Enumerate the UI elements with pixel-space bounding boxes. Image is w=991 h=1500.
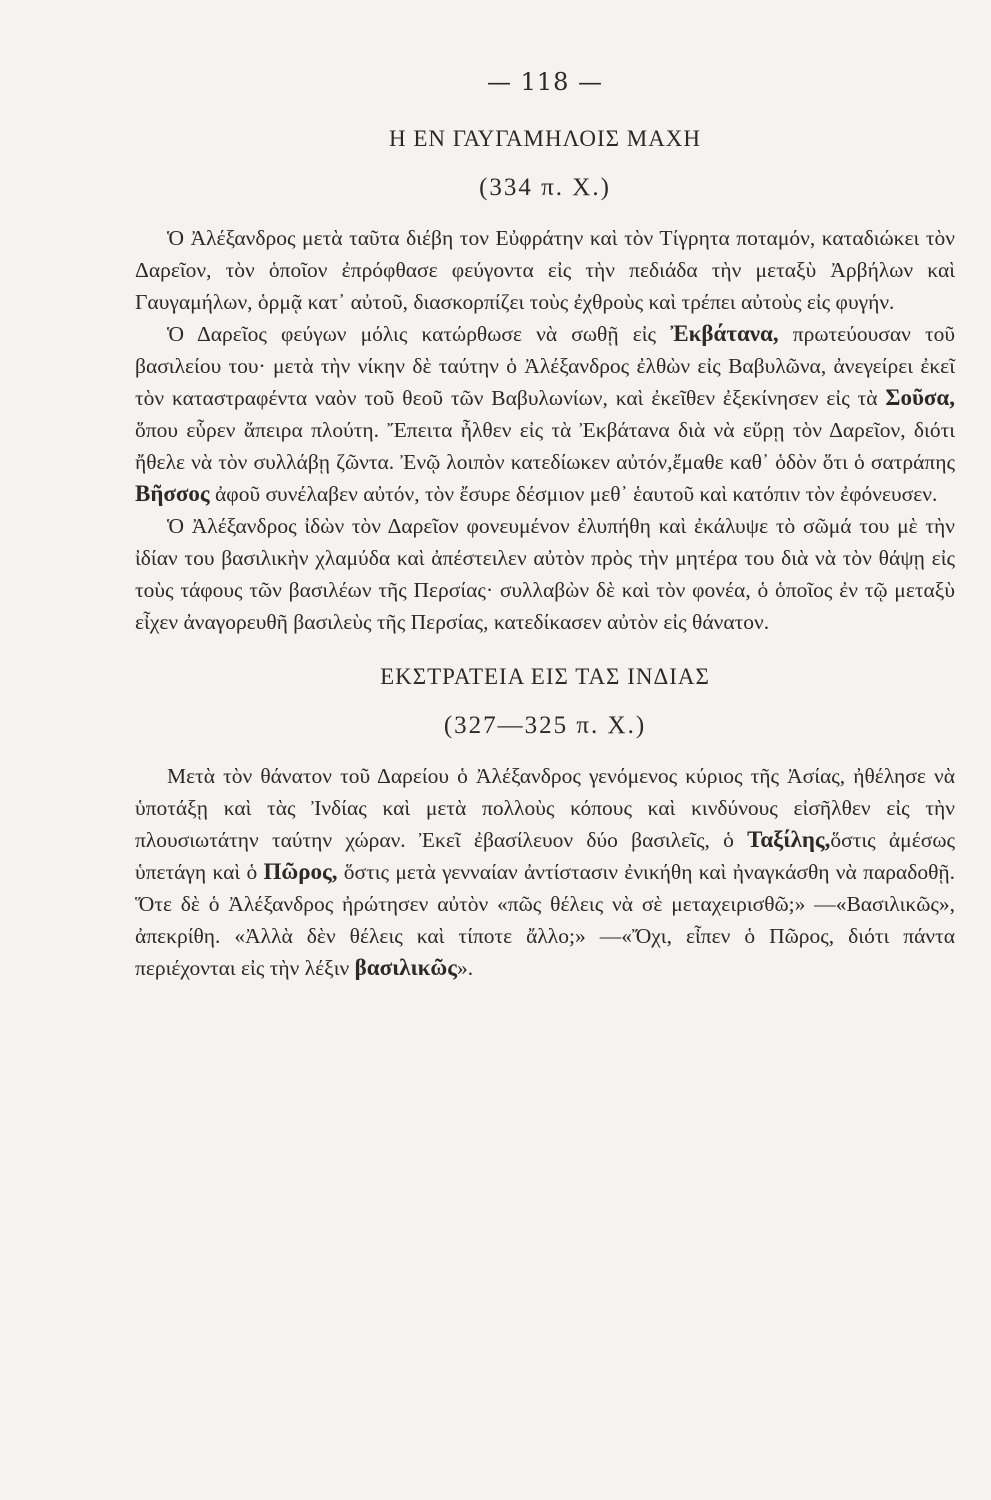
paragraph-text: ». (456, 956, 474, 980)
bold-term: Ἐκβάτανα, (670, 321, 779, 346)
paragraph-text: ὅπου εὗρεν ἄπειρα πλούτη. Ἔπειτα ἦλθεν εἰς τὰ Ἐκβάτανα διὰ νὰ εὕρῃ τὸν Δαρεῖον, διότι ἤθελε νὰ τὸν συλλάβῃ ζῶντα. Ἐνῷ λοιπὸν κατεδίωκεν αὐτόν,ἔμαθε καθ᾽ ὁδὸν ὅτι ὁ σατράπης (135, 418, 955, 474)
paragraph (135, 760, 955, 984)
paragraph: Ὁ Ἀλέξανδρος μετὰ ταῦτα διέβη τον Εὐφράτην καὶ τὸν Τίγρητα ποταμόν, καταδιώκει τὸν Δαρεῖον, τὸν ὁποῖον ἐπρόφθασε φεύγοντα εἰς τὴν πεδιάδα τὴν μεταξὺ Ἀρβήλων καὶ Γαυγαμήλων, ὁρμᾷ κατ᾽ αὐτοῦ, διασκορπίζει τοὺς ἐχθροὺς καὶ τρέπει αὐτοὺς εἰς φυγήν. (135, 226, 955, 314)
section-date: (327—325 π. Χ.) (443, 712, 647, 739)
paragraph (135, 318, 955, 510)
section-india-campaign (135, 664, 955, 984)
bold-term: βασιλικῶς (354, 955, 457, 980)
book-page (135, 60, 955, 1460)
section-battle-gaugamela (135, 126, 955, 638)
bold-term: Ταξίλης, (747, 827, 831, 852)
paragraph-text: πρωτεύουσαν τοῦ βασιλείου του· μετὰ τὴν νίκην δὲ ταύτην ὁ Ἀλέξανδρος ἐλθὼν εἰς Βαβυλῶνα, ἀνεγείρει ἐκεῖ τὸν καταστραφέντα ναὸν τοῦ θεοῦ τῶν Βαβυλωνίων, καὶ ἐκεῖθεν ἐξεκίνησεν εἰς τὰ (135, 322, 955, 410)
paragraph-text: ὅστις ἀμέσως ὑπετάγη καὶ ὁ (135, 828, 955, 884)
bold-term: Βῆσσος (135, 481, 210, 506)
paragraph: Ὁ Ἀλέξανδρος ἰδὼν τὸν Δαρεῖον φονευμένον ἐλυπήθη καὶ ἐκάλυψε τὸ σῶμά του μὲ τὴν ἰδίαν του βασιλικὴν χλαμύδα καὶ ἀπέστειλεν αὐτὸν πρὸς τὴν μητέρα του διὰ νὰ τὸν θάψῃ εἰς τοὺς τάφους τῶν βασιλέων τῆς Περσίας· συλλαβὼν δὲ καὶ τὸν φονέα, ὁ ὁποῖος ἐν τῷ μεταξὺ εἶχεν ἀναγορευθῆ βασιλεὺς τῆς Περσίας, κατεδίκασεν αὐτὸν εἰς θάνατον. (135, 514, 955, 634)
paragraph-text: ὅστις μετὰ γενναίαν ἀντίστασιν ἐνικήθη καὶ ἠναγκάσθη νὰ παραδοθῇ. Ὅτε δὲ ὁ Ἀλέξανδρος ἠρώτησεν αὐτὸν «πῶς θέλεις νὰ σὲ μεταχειρισθῶ;» —«Βασιλικῶς», ἀπεκρίθη. «Ἀλλὰ δὲν θέλεις καὶ τίποτε ἄλλο;» —«Ὄχι, εἶπεν ὁ Πῶρος, διότι πάντα περιέχονται εἰς τὴν λέξιν (135, 860, 955, 980)
section-date: (334 π. Χ.) (479, 174, 611, 201)
bold-term: Πῶρος, (263, 859, 338, 884)
section-title: Η ΕΝ ΓΑΥΓΑΜΗΛΟΙΣ ΜΑΧΗ (388, 126, 702, 151)
paragraph-text: ἀφοῦ συνέλαβεν αὐτόν, τὸν ἔσυρε δέσμιον μεθ᾽ ἑαυτοῦ καὶ κατόπιν τὸν ἐφόνευσεν. (209, 482, 938, 506)
paragraph-text: Ὁ Δαρεῖος φεύγων μόλις κατώρθωσε νὰ σωθῇ εἰς (167, 322, 671, 346)
paragraph-text: Μετὰ τὸν θάνατον τοῦ Δαρείου ὁ Ἀλέξανδρος γενόμενος κύριος τῆς Ἀσίας, ἠθέλησε νὰ ὑποτάξῃ καὶ τὰς Ἰνδίας καὶ μετὰ πολλοὺς κόπους καὶ κινδύνους εἰσῆλθεν εἰς τὴν πλουσιωτάτην ταύτην χώραν. Ἐκεῖ ἐβασίλευον δύο βασιλεῖς, ὁ (135, 764, 955, 852)
page-number: — 118 — (486, 68, 604, 96)
section-title: ΕΚΣΤΡΑΤΕΙΑ ΕΙΣ ΤΑΣ ΙΝΔΙΑΣ (380, 664, 710, 689)
bold-term: Σοῦσα, (885, 385, 955, 410)
